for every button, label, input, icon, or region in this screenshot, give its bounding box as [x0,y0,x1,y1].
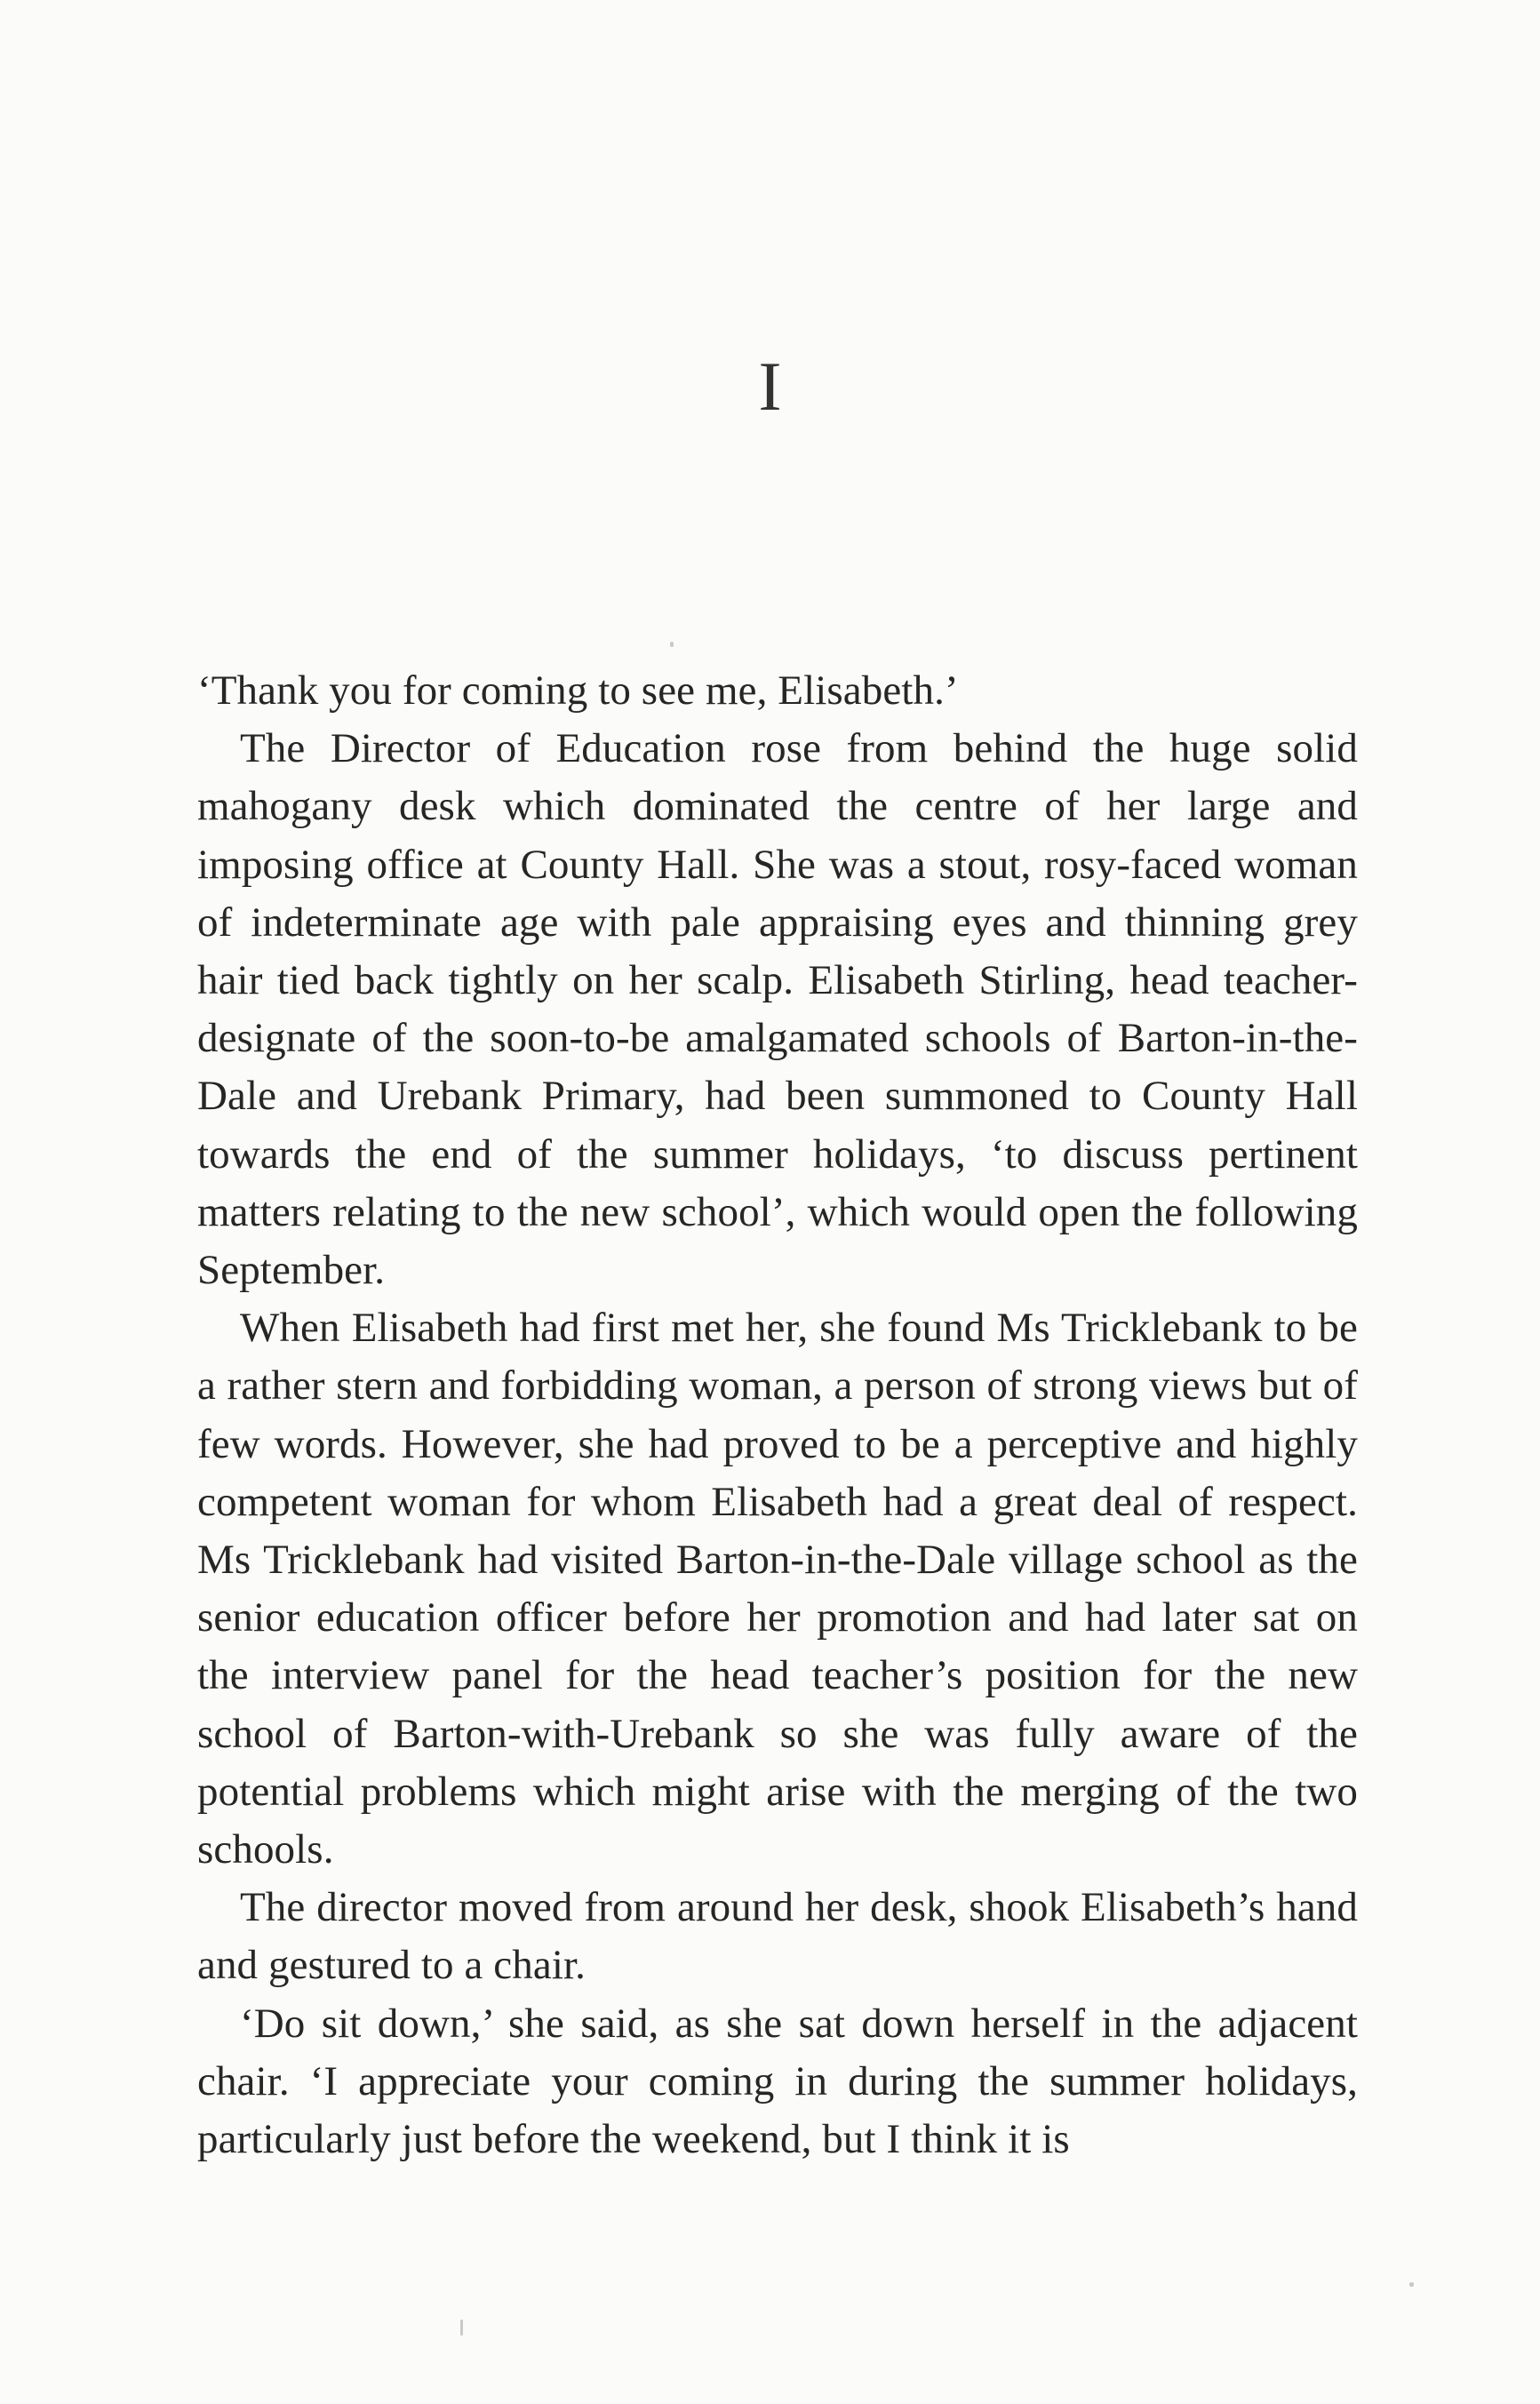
scan-speck [670,642,674,647]
paragraph-2: The Director of Education rose from behind the huge solid mahogany desk which dominated the centre of her large and imposing office at County Hall. She was a stout, rosy-faced woman of indeterminate age with pale appraising eyes and thinning grey hair tied back tightly on her scalp. Elisabeth Stirling, head teacher-designate of the soon-to-be amalgamated schools of Barton-in-the-Dale and Urebank Primary, had been summoned to County Hall towards the end of the summer holidays, ‘to discuss pertinent matters relating to the new school’, which would open the following September. [197,725,1358,1294]
paragraph-3: When Elisabeth had first met her, she found Ms Tricklebank to be a rather stern and forbidding woman, a person of strong views but of few words. However, she had proved to be a perceptive and highly competent woman for whom Elisabeth had a great deal of respect. Ms Tricklebank had visited Barton-in-the-Dale village school as the senior education officer before her promotion and had later sat on the interview panel for the head teacher’s position for the new school of Barton-with-Urebank so she was fully aware of the potential problems which might arise with the merging of the two schools. [197,1305,1358,1873]
paragraph-4: The director moved from around her desk, shook Elisabeth’s hand and gestured to a chair. [197,1884,1358,1989]
paragraph-1: ‘Thank you for coming to see me, Elisabeth.’ [197,667,959,714]
scan-speck [460,2320,463,2336]
chapter-number: I [758,347,782,425]
body-text [197,662,1358,2168]
scan-speck [1409,2282,1414,2287]
paragraph-5: ‘Do sit down,’ she said, as she sat down herself in the adjacent chair. ‘I appreciate your coming in during the summer holidays, particularly just before the weekend, but I think it is [197,2000,1358,2163]
